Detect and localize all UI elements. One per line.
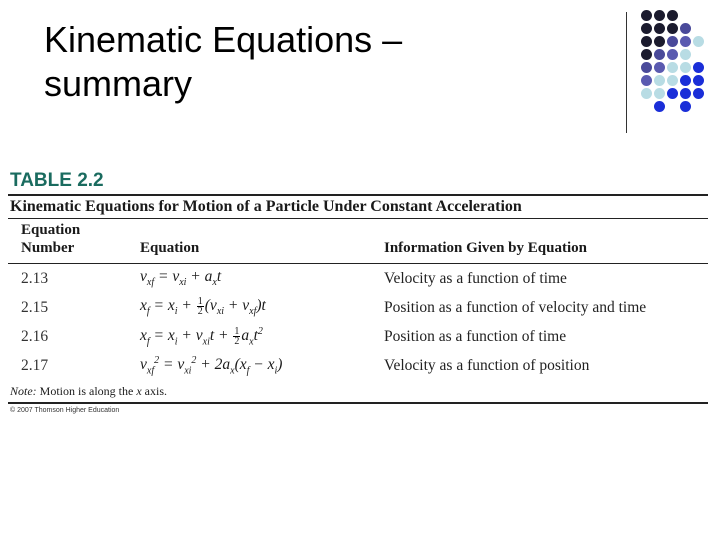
decorative-dot <box>680 36 691 47</box>
table-row <box>8 293 708 322</box>
equation-formula: $x_f = x_i + v_{xi}t$ + $\frac{1}{2}$ $a_xt^2$ <box>140 326 263 348</box>
note-end: axis. <box>144 384 168 398</box>
header-number-line-2: Number <box>21 240 75 256</box>
equation-number: 2.17 <box>21 357 49 374</box>
decorative-dot <box>667 101 678 112</box>
decorative-dot <box>680 75 691 86</box>
decorative-dot <box>667 36 678 47</box>
equation-formula: $x_f = x_i$ + $\frac{1}{2}$ $(v_{xi} + v_{xf})t$ <box>140 296 266 318</box>
table-header-row <box>8 219 708 263</box>
decorative-dot-grid <box>641 10 705 113</box>
equation-number: 2.13 <box>21 270 49 287</box>
decorative-dot <box>693 101 704 112</box>
decorative-dot <box>693 88 704 99</box>
decorative-dot <box>641 101 652 112</box>
header-number-line-1: Equation <box>21 222 81 238</box>
decorative-dot <box>693 23 704 34</box>
equation-number: 2.16 <box>21 328 49 345</box>
header-equation-number <box>21 221 121 257</box>
decorative-dot <box>654 23 665 34</box>
decorative-dot <box>693 62 704 73</box>
decorative-dot <box>680 49 691 60</box>
note-variable: x <box>136 384 142 398</box>
decorative-dot <box>693 36 704 47</box>
decorative-dot <box>654 62 665 73</box>
decorative-dot <box>654 101 665 112</box>
table-label: TABLE 2.2 <box>10 170 104 191</box>
decorative-dot <box>693 75 704 86</box>
decorative-dot <box>654 10 665 21</box>
decorative-dot <box>667 88 678 99</box>
decorative-dot <box>641 75 652 86</box>
header-equation: Equation <box>140 240 200 256</box>
table-note <box>8 380 708 402</box>
header-information: Information Given by Equation <box>384 240 587 256</box>
decorative-dot <box>654 88 665 99</box>
decorative-dot <box>641 36 652 47</box>
decorative-dot <box>641 62 652 73</box>
slide-title-line-2: summary <box>44 63 193 104</box>
equation-info: Position as a function of velocity and time <box>384 299 647 316</box>
decorative-dot <box>693 10 704 21</box>
decorative-dot <box>693 49 704 60</box>
decorative-dot <box>667 23 678 34</box>
decorative-dot <box>667 75 678 86</box>
equation-info: Position as a function of time <box>384 328 567 345</box>
decorative-dot <box>680 101 691 112</box>
decorative-dot <box>680 23 691 34</box>
equation-formula: $v_{xf} = v_{xi} + a_xt$ <box>140 268 222 289</box>
decorative-dot <box>667 10 678 21</box>
table-row <box>8 264 708 293</box>
equation-number: 2.15 <box>21 299 49 316</box>
decorative-dot <box>667 49 678 60</box>
slide-title-line-1: Kinematic Equations – <box>44 19 403 60</box>
slide-title <box>44 18 604 106</box>
table-row <box>8 322 708 351</box>
decorative-dot <box>641 10 652 21</box>
decorative-dot <box>641 88 652 99</box>
table-row <box>8 351 708 380</box>
copyright-notice: © 2007 Thomson Higher Education <box>10 407 120 414</box>
decorative-dot <box>654 36 665 47</box>
decorative-dot <box>641 23 652 34</box>
equation-info: Velocity as a function of position <box>384 357 590 374</box>
decorative-dot <box>654 49 665 60</box>
decorative-dot <box>641 49 652 60</box>
note-text: Motion is along the <box>39 384 134 398</box>
decorative-dot <box>654 75 665 86</box>
kinematics-table <box>8 168 708 418</box>
equation-formula: $v_{xf}^2 = v_{xi}^2 + 2a_x(x_f - x_i)$ <box>140 355 283 377</box>
decorative-dot <box>680 62 691 73</box>
table-caption: Kinematic Equations for Motion of a Particle Under Constant Acceleration <box>10 198 522 215</box>
decorative-dot <box>667 62 678 73</box>
decorative-dot <box>680 88 691 99</box>
equation-info: Velocity as a function of time <box>384 270 567 287</box>
note-label: Note: <box>10 384 37 398</box>
decorative-dot <box>680 10 691 21</box>
decorative-vertical-line <box>626 12 627 133</box>
